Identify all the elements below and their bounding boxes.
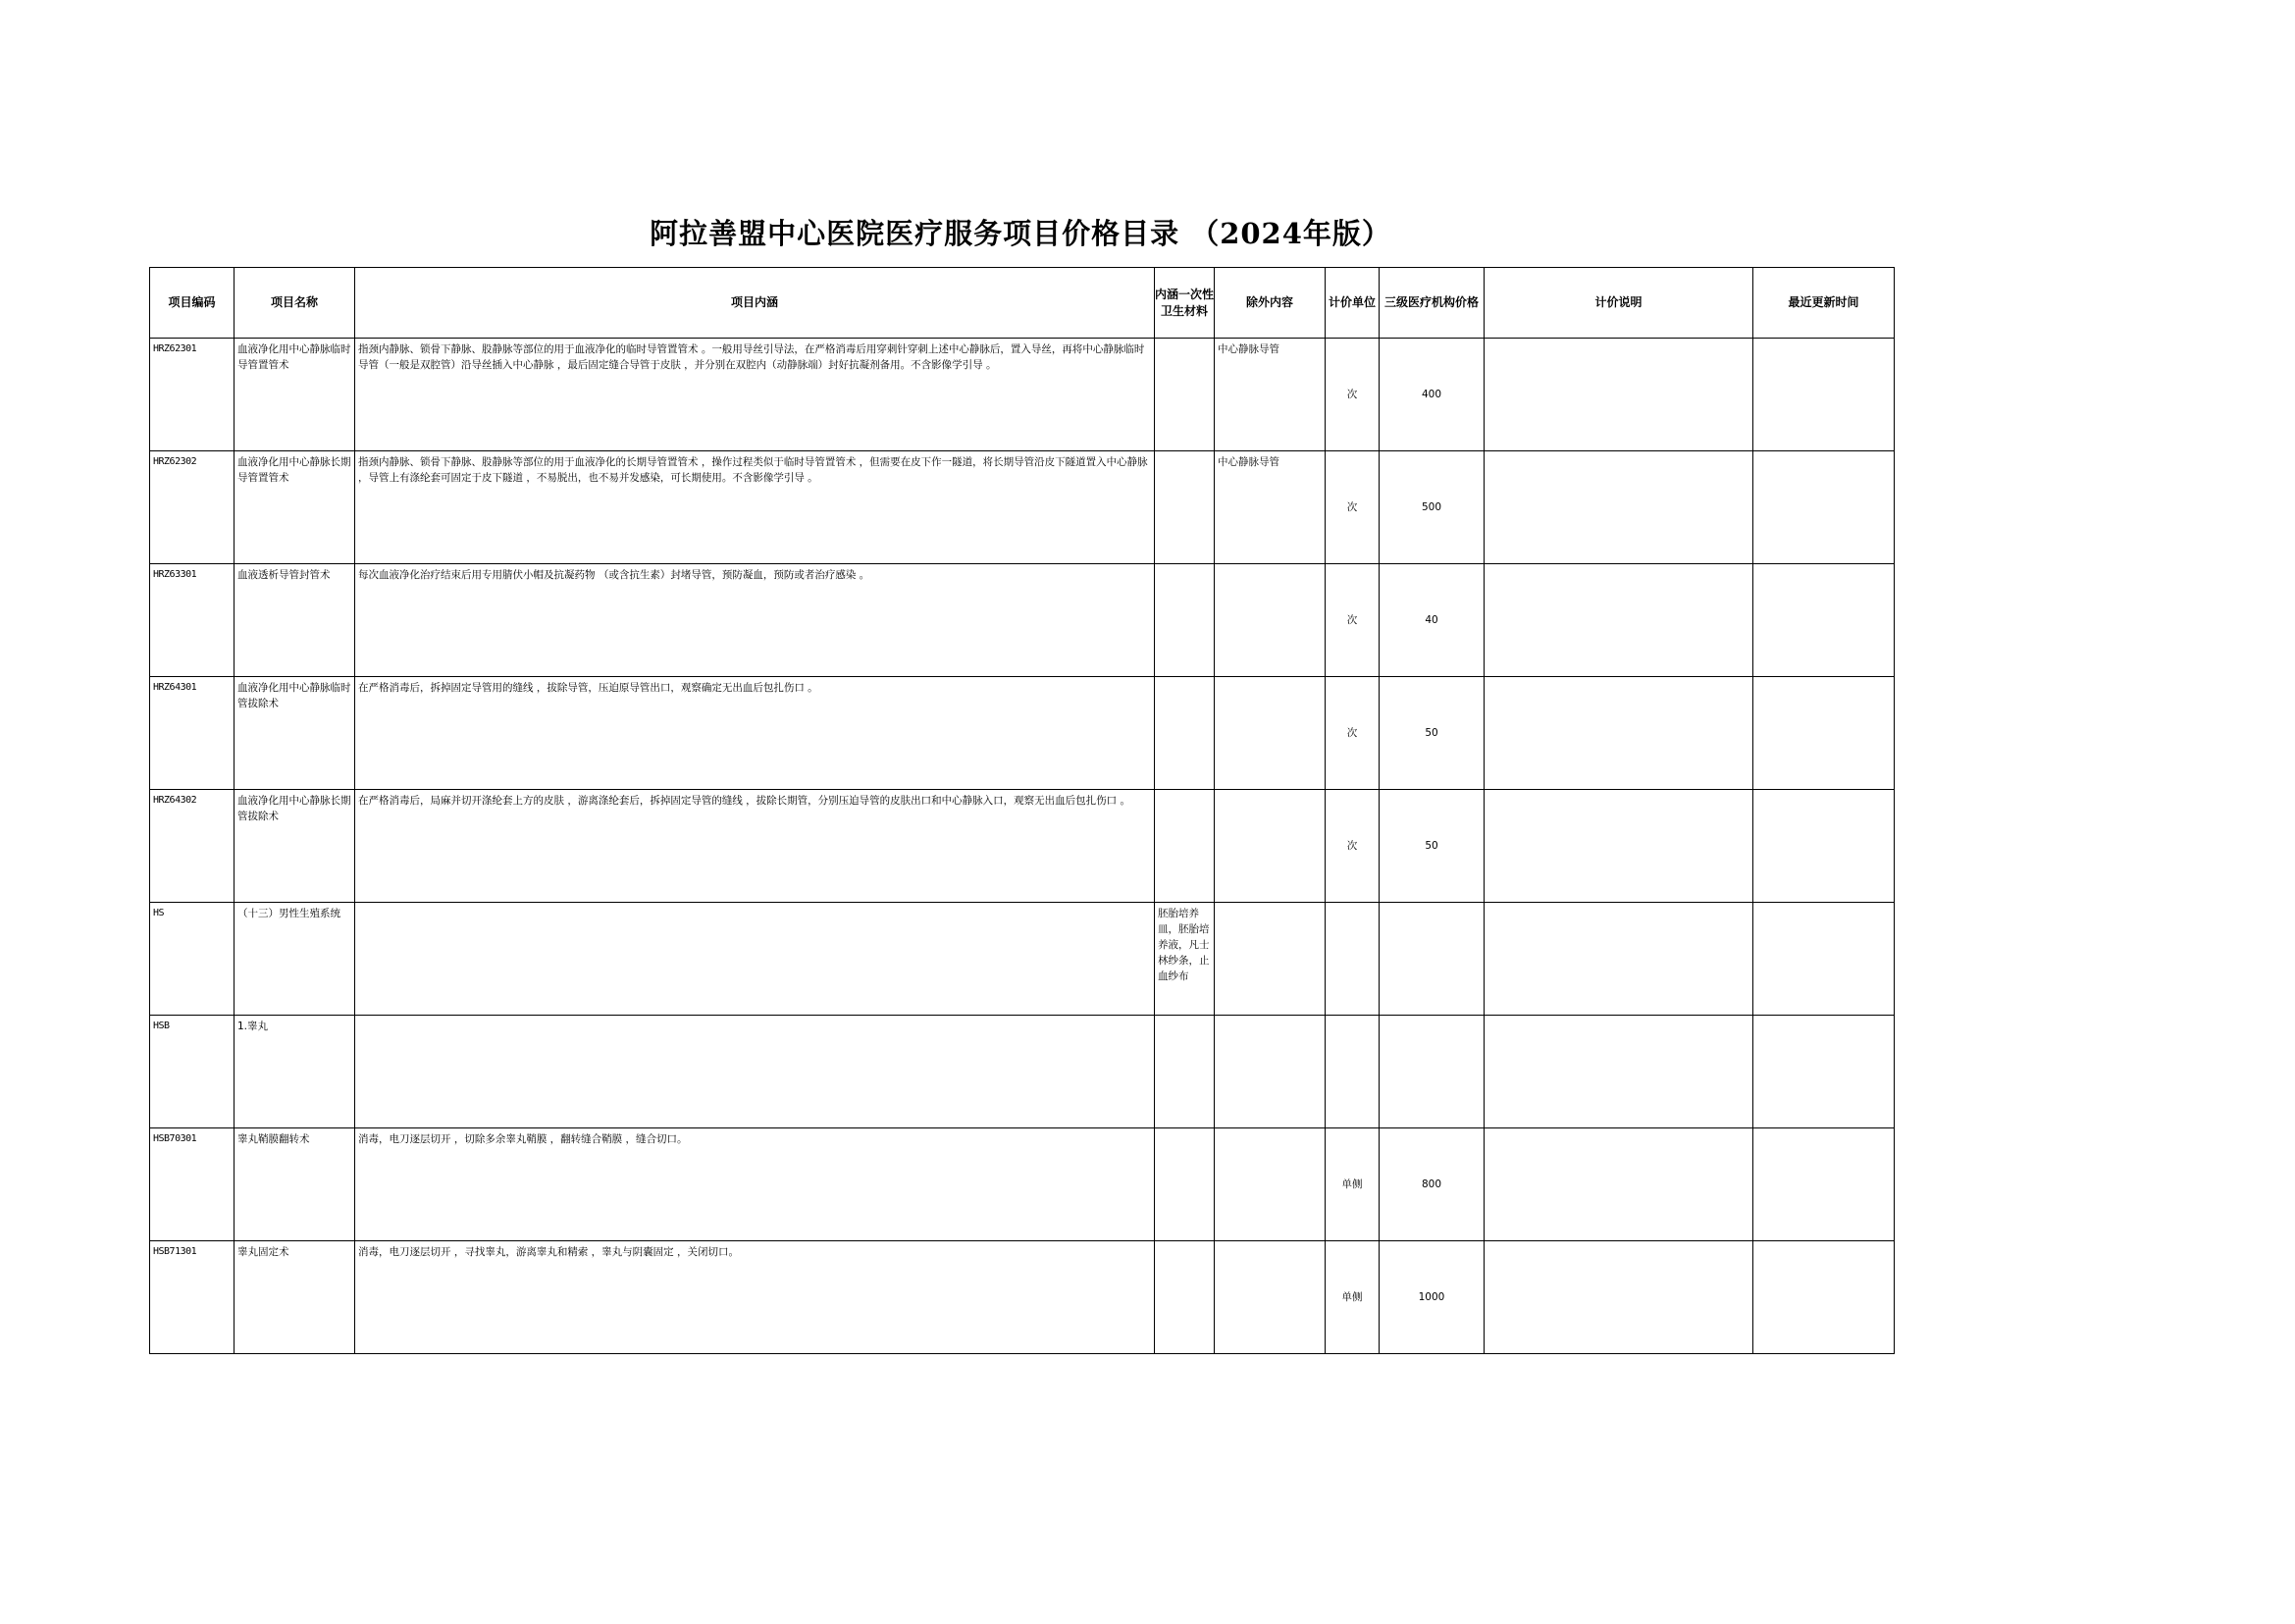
cell-code bbox=[150, 677, 235, 790]
cell-name-text: 血液净化用中心静脉长期导管置管术 bbox=[237, 456, 351, 484]
cell-materials-text bbox=[1155, 1128, 1214, 1131]
cell-materials-text bbox=[1155, 1241, 1214, 1244]
header-note: 计价说明 bbox=[1485, 268, 1753, 339]
cell-price bbox=[1380, 339, 1485, 451]
cell-updated bbox=[1753, 451, 1895, 564]
header-content: 项目内涵 bbox=[355, 268, 1155, 339]
cell-content-text: 每次血液净化治疗结束后用专用腈伏小帽及抗凝药物 （或含抗生素）封堵导管，预防凝血，预防或者治疗感染 。 bbox=[358, 569, 870, 581]
cell-materials-text bbox=[1155, 564, 1214, 567]
cell-materials bbox=[1155, 790, 1215, 903]
header-unit: 计价单位 bbox=[1326, 268, 1380, 339]
cell-name bbox=[235, 903, 355, 1016]
cell-materials-text bbox=[1155, 790, 1214, 793]
cell-excluded bbox=[1215, 339, 1326, 451]
cell-updated bbox=[1753, 677, 1895, 790]
cell-price-text: 50 bbox=[1425, 840, 1438, 852]
cell-unit bbox=[1326, 1016, 1380, 1128]
cell-code-text: HSB bbox=[153, 1021, 170, 1031]
cell-name-text: 血液净化用中心静脉长期管拔除术 bbox=[237, 795, 351, 822]
cell-note-text bbox=[1485, 1128, 1752, 1131]
cell-excluded-text bbox=[1215, 564, 1325, 567]
cell-content bbox=[355, 339, 1155, 451]
cell-price bbox=[1380, 1241, 1485, 1354]
cell-name-text: 睾丸鞘膜翻转术 bbox=[237, 1133, 310, 1145]
cell-content bbox=[355, 1241, 1155, 1354]
cell-content-text: 在严格消毒后，局麻并切开涤纶套上方的皮肤 ，游离涤纶套后，拆掉固定导管的缝线 ，拔除长期管，分别压迫导管的皮肤出口和中心静脉入口，观察无出血后包扎伤口 。 bbox=[358, 795, 1131, 807]
cell-materials bbox=[1155, 451, 1215, 564]
table-row bbox=[150, 1128, 1895, 1241]
cell-excluded bbox=[1215, 1128, 1326, 1241]
cell-materials bbox=[1155, 677, 1215, 790]
cell-materials-text bbox=[1155, 339, 1214, 341]
cell-code bbox=[150, 1128, 235, 1241]
cell-updated-text bbox=[1753, 790, 1894, 793]
cell-content-text: 指颈内静脉、锁骨下静脉、股静脉等部位的用于血液净化的长期导管置管术 ，操作过程类似于临时导管置管术 ，但需要在皮下作一隧道，将长期导管沿皮下隧道置入中心静脉 ，导管上有涤纶套可固定于皮下隧道 ，不易脱出，也不易并发感染，可长期使用。不含影像学引导 。 bbox=[358, 456, 1148, 484]
header-excluded: 除外内容 bbox=[1215, 268, 1326, 339]
cell-code bbox=[150, 903, 235, 1016]
cell-name bbox=[235, 451, 355, 564]
cell-excluded bbox=[1215, 677, 1326, 790]
cell-updated bbox=[1753, 339, 1895, 451]
cell-price bbox=[1380, 1128, 1485, 1241]
cell-price bbox=[1380, 903, 1485, 1016]
cell-note bbox=[1485, 790, 1753, 903]
table-row bbox=[150, 451, 1895, 564]
cell-code-text: HS bbox=[153, 908, 165, 918]
cell-updated bbox=[1753, 903, 1895, 1016]
cell-code bbox=[150, 790, 235, 903]
cell-unit bbox=[1326, 677, 1380, 790]
cell-content bbox=[355, 1128, 1155, 1241]
cell-price-text: 400 bbox=[1421, 389, 1442, 400]
cell-unit bbox=[1326, 790, 1380, 903]
table-header-row bbox=[150, 268, 1895, 339]
cell-unit-text: 次 bbox=[1346, 389, 1358, 400]
cell-name-text: 血液透析导管封管术 bbox=[237, 569, 331, 581]
header-updated: 最近更新时间 bbox=[1753, 268, 1895, 339]
cell-content bbox=[355, 677, 1155, 790]
page-title: 阿拉善盟中心医院医疗服务项目价格目录 （2024年版） bbox=[650, 217, 1391, 250]
cell-code-text: HRZ64301 bbox=[153, 682, 197, 693]
cell-code-text: HRZ62301 bbox=[153, 343, 197, 354]
cell-name bbox=[235, 564, 355, 677]
cell-updated-text bbox=[1753, 564, 1894, 567]
cell-materials bbox=[1155, 1128, 1215, 1241]
cell-content bbox=[355, 903, 1155, 1016]
cell-price-text: 500 bbox=[1421, 501, 1442, 513]
cell-name bbox=[235, 790, 355, 903]
cell-materials bbox=[1155, 1241, 1215, 1354]
cell-price bbox=[1380, 790, 1485, 903]
cell-updated-text bbox=[1753, 903, 1894, 906]
cell-excluded-text bbox=[1215, 677, 1325, 680]
cell-content-text: 消毒，电刀逐层切开 ，切除多余睾丸鞘膜 ，翻转缝合鞘膜 ，缝合切口。 bbox=[358, 1133, 688, 1145]
cell-content bbox=[355, 1016, 1155, 1128]
cell-price-text: 800 bbox=[1421, 1179, 1442, 1190]
cell-updated bbox=[1753, 564, 1895, 677]
cell-note-text bbox=[1485, 903, 1752, 906]
cell-note bbox=[1485, 1128, 1753, 1241]
cell-updated-text bbox=[1753, 1128, 1894, 1131]
cell-code bbox=[150, 1016, 235, 1128]
cell-excluded bbox=[1215, 1241, 1326, 1354]
cell-content-text: 在严格消毒后，拆掉固定导管用的缝线 ，拔除导管，压迫原导管出口，观察确定无出血后包扎伤口 。 bbox=[358, 682, 818, 694]
cell-unit-text: 单侧 bbox=[1341, 1291, 1363, 1303]
cell-code bbox=[150, 1241, 235, 1354]
cell-content-text: 指颈内静脉、锁骨下静脉、股静脉等部位的用于血液净化的临时导管置管术 。一般用导丝引导法，在严格消毒后用穿刺针穿刺上述中心静脉后，置入导丝，再将中心静脉临时导管（一般是双腔管）沿导丝插入中心静脉 ，最后固定缝合导管于皮肤 ，并分别在双腔内（动静脉端）封好抗凝剂备用。不含影像学引导 。 bbox=[358, 343, 1145, 371]
cell-note-text bbox=[1485, 1241, 1752, 1244]
header-materials: 内涵一次性卫生材料 bbox=[1155, 268, 1215, 339]
cell-updated-text bbox=[1753, 339, 1894, 341]
table-row bbox=[150, 677, 1895, 790]
cell-code-text: HRZ62302 bbox=[153, 456, 197, 467]
cell-excluded bbox=[1215, 790, 1326, 903]
cell-materials bbox=[1155, 339, 1215, 451]
cell-code-text: HSB70301 bbox=[153, 1133, 197, 1144]
cell-materials-text bbox=[1155, 451, 1214, 454]
cell-excluded-text bbox=[1215, 1016, 1325, 1019]
cell-updated bbox=[1753, 790, 1895, 903]
cell-note-text bbox=[1485, 1016, 1752, 1019]
cell-code-text: HRZ64302 bbox=[153, 795, 197, 806]
cell-note-text bbox=[1485, 677, 1752, 680]
cell-unit bbox=[1326, 451, 1380, 564]
cell-unit bbox=[1326, 1241, 1380, 1354]
cell-price bbox=[1380, 564, 1485, 677]
table-row bbox=[150, 564, 1895, 677]
cell-excluded bbox=[1215, 451, 1326, 564]
cell-unit bbox=[1326, 564, 1380, 677]
cell-updated bbox=[1753, 1128, 1895, 1241]
cell-excluded-text bbox=[1215, 1128, 1325, 1131]
cell-excluded-text: 中心静脉导管 bbox=[1218, 343, 1279, 355]
cell-price bbox=[1380, 677, 1485, 790]
table-row bbox=[150, 339, 1895, 451]
header-price: 三级医疗机构价格 bbox=[1380, 268, 1485, 339]
cell-name-text: 1.睾丸 bbox=[237, 1021, 269, 1032]
cell-code bbox=[150, 339, 235, 451]
cell-updated bbox=[1753, 1241, 1895, 1354]
cell-price-text: 40 bbox=[1425, 614, 1438, 626]
cell-updated-text bbox=[1753, 1016, 1894, 1019]
table-row bbox=[150, 1016, 1895, 1128]
price-table bbox=[149, 267, 1894, 1348]
cell-content-text: 消毒，电刀逐层切开 ，寻找睾丸，游离睾丸和精索 ，睾丸与阴囊固定 ，关闭切口。 bbox=[358, 1246, 740, 1258]
cell-name bbox=[235, 339, 355, 451]
cell-note bbox=[1485, 339, 1753, 451]
cell-price-text: 1000 bbox=[1418, 1291, 1445, 1303]
cell-name-text: （十三）男性生殖系统 bbox=[237, 908, 340, 919]
cell-code-text: HSB71301 bbox=[153, 1246, 197, 1257]
cell-unit-text: 次 bbox=[1346, 501, 1358, 513]
cell-code bbox=[150, 451, 235, 564]
cell-updated bbox=[1753, 1016, 1895, 1128]
cell-unit-text: 次 bbox=[1346, 614, 1358, 626]
cell-unit bbox=[1326, 339, 1380, 451]
cell-note-text bbox=[1485, 790, 1752, 793]
cell-code-text: HRZ63301 bbox=[153, 569, 197, 580]
cell-note-text bbox=[1485, 564, 1752, 567]
cell-note bbox=[1485, 903, 1753, 1016]
cell-note-text bbox=[1485, 451, 1752, 454]
cell-name-text: 睾丸固定术 bbox=[237, 1246, 289, 1258]
cell-materials-text bbox=[1155, 1016, 1214, 1019]
cell-content bbox=[355, 564, 1155, 677]
cell-price bbox=[1380, 1016, 1485, 1128]
cell-name bbox=[235, 1016, 355, 1128]
cell-excluded-text bbox=[1215, 1241, 1325, 1244]
cell-materials bbox=[1155, 564, 1215, 677]
cell-unit-text: 次 bbox=[1346, 727, 1358, 739]
cell-unit-text: 单侧 bbox=[1341, 1179, 1363, 1190]
cell-note bbox=[1485, 677, 1753, 790]
cell-unit bbox=[1326, 1128, 1380, 1241]
cell-note bbox=[1485, 1241, 1753, 1354]
cell-updated-text bbox=[1753, 1241, 1894, 1244]
cell-materials bbox=[1155, 903, 1215, 1016]
cell-materials-text: 胚胎培养皿，胚胎培养液，凡士林纱条，止血纱布 bbox=[1158, 908, 1210, 982]
cell-excluded-text bbox=[1215, 790, 1325, 793]
cell-materials bbox=[1155, 1016, 1215, 1128]
cell-name-text: 血液净化用中心静脉临时管拔除术 bbox=[237, 682, 351, 709]
cell-name bbox=[235, 1128, 355, 1241]
header-name: 项目名称 bbox=[235, 268, 355, 339]
cell-materials-text bbox=[1155, 677, 1214, 680]
cell-excluded bbox=[1215, 903, 1326, 1016]
cell-excluded bbox=[1215, 564, 1326, 677]
cell-unit-text: 次 bbox=[1346, 840, 1358, 852]
cell-unit bbox=[1326, 903, 1380, 1016]
header-code: 项目编码 bbox=[150, 268, 235, 339]
cell-note-text bbox=[1485, 339, 1752, 341]
cell-name-text: 血液净化用中心静脉临时导管置管术 bbox=[237, 343, 351, 371]
cell-code bbox=[150, 564, 235, 677]
table-row bbox=[150, 903, 1895, 1016]
cell-excluded bbox=[1215, 1016, 1326, 1128]
cell-price bbox=[1380, 451, 1485, 564]
table-row bbox=[150, 1241, 1895, 1354]
cell-excluded-text: 中心静脉导管 bbox=[1218, 456, 1279, 468]
cell-note bbox=[1485, 564, 1753, 677]
cell-content bbox=[355, 790, 1155, 903]
cell-content bbox=[355, 451, 1155, 564]
cell-note bbox=[1485, 451, 1753, 564]
table-row bbox=[150, 790, 1895, 903]
cell-updated-text bbox=[1753, 677, 1894, 680]
cell-price-text: 50 bbox=[1425, 727, 1438, 739]
cell-excluded-text bbox=[1215, 903, 1325, 906]
cell-name bbox=[235, 677, 355, 790]
cell-note bbox=[1485, 1016, 1753, 1128]
cell-content-text bbox=[355, 1016, 1154, 1019]
cell-updated-text bbox=[1753, 451, 1894, 454]
cell-content-text bbox=[355, 903, 1154, 906]
cell-name bbox=[235, 1241, 355, 1354]
